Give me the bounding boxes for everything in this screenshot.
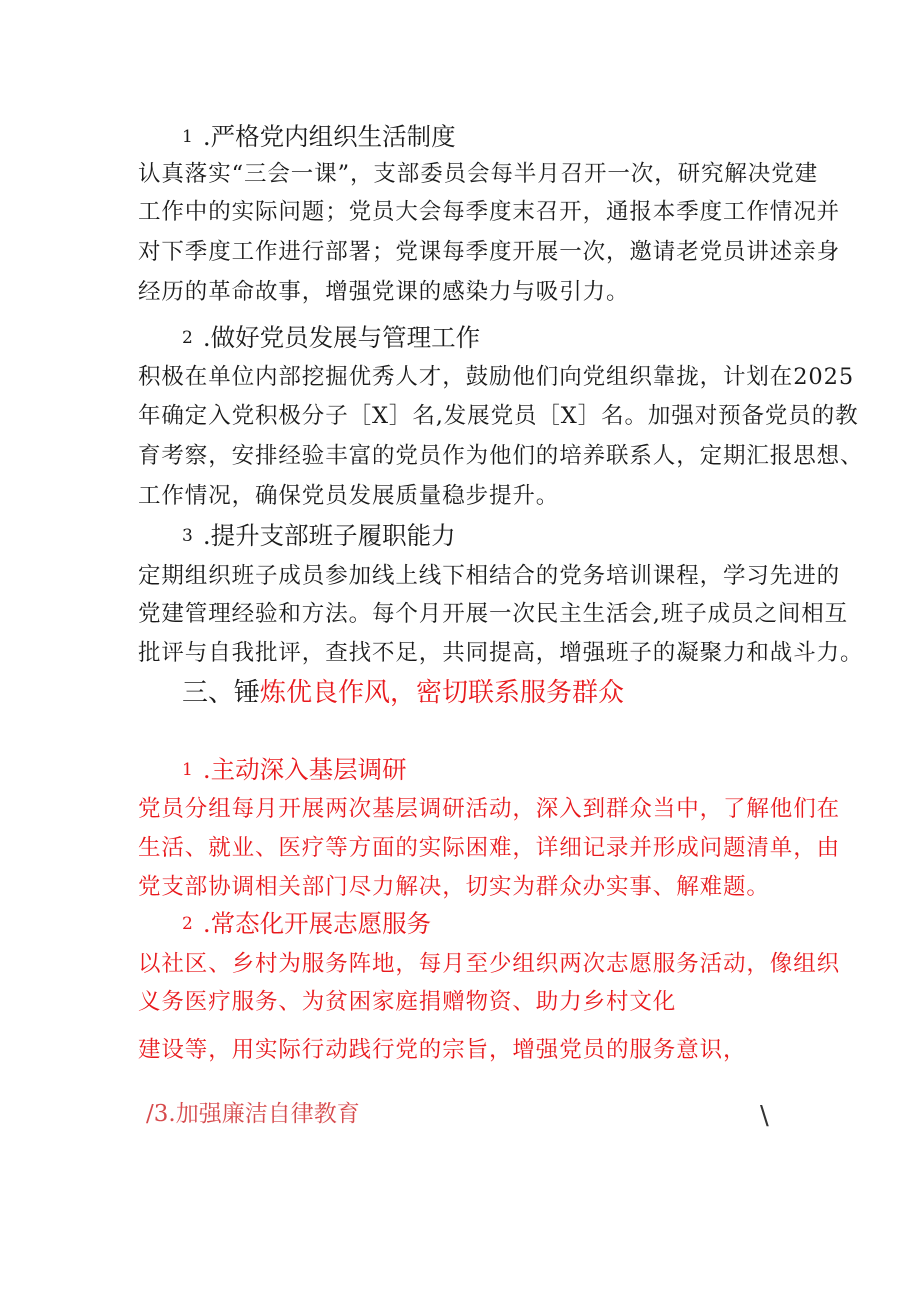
heading-integrity-education: /3.加强廉洁自律教育 [146,1101,360,1127]
heading-grassroots-research [182,755,407,784]
heading-member-development [182,323,481,352]
paragraph-line: 义务医疗服务、为贫困家庭捐赠物资、助力乡村文化 [138,989,677,1015]
heading-organization-life [182,122,456,151]
paragraph-line: 工作中的实际问题；党员大会每季度末召开，通报本季度工作情况并 [138,199,841,225]
heading-text: .提升支部班子履职能力 [202,521,456,550]
paragraph-line: 积极在单位内部挖掘优秀人才，鼓励他们向党组织靠拢，计划在2025 [138,364,855,390]
section-title [182,680,624,706]
heading-volunteer-service [182,909,432,938]
paragraph-line: 以社区、乡村为服务阵地，每月至少组织两次志愿服务活动，像组织 [138,951,841,977]
heading-text: .常态化开展志愿服务 [202,909,432,938]
backslash-mark: \ [760,1101,769,1131]
paragraph-line: 定期组织班子成员参加线上线下相结合的党务培训课程，学习先进的 [138,563,841,589]
item-number: 1 [182,760,193,780]
section-title-text: 炼优良作风，密切联系服务群众 [260,678,625,708]
heading-text: .严格党内组织生活制度 [202,122,456,151]
paragraph-line: 年确定入党积极分子［X］名,发展党员［X］名。加强对预备党员的教 [138,403,859,429]
paragraph-line: 党建管理经验和方法。每个月开展一次民主生活会,班子成员之间相互 [138,601,849,627]
paragraph-line: 党支部协调相关部门尽力解决，切实为群众办实事、解难题。 [138,874,770,900]
paragraph-line: 批评与自我批评，查找不足，共同提高，增强班子的凝聚力和战斗力。 [138,640,864,666]
item-number: 1 [182,127,193,147]
section-title-prefix: 三、锤 [182,678,261,708]
item-number: 2 [182,914,193,934]
heading-text: .主动深入基层调研 [202,755,407,784]
paragraph-line: 生活、就业、医疗等方面的实际困难，详细记录并形成问题清单，由 [138,835,841,861]
paragraph-line: 党员分组每月开展两次基层调研活动，深入到群众当中，了解他们在 [138,796,841,822]
paragraph-line: 经历的革命故事，增强党课的感染力与吸引力。 [138,279,630,305]
paragraph-line: 建设等，用实际行动践行党的宗旨，增强党员的服务意识， [138,1037,747,1063]
paragraph-line: 认真落实“三会一课”，支部委员会每半月召开一次，研究解决党建 [138,161,819,187]
heading-team-capability [182,521,456,550]
paragraph-line: 对下季度工作进行部署；党课每季度开展一次，邀请老党员讲述亲身 [138,239,841,265]
item-number: 3 [182,526,193,546]
item-number: 2 [182,328,193,348]
heading-text: .做好党员发展与管理工作 [202,323,481,352]
paragraph-line: 工作情况，确保党员发展质量稳步提升。 [138,483,560,509]
paragraph-line: 育考察，安排经验丰富的党员作为他们的培养联系人，定期汇报思想、 [138,443,864,469]
